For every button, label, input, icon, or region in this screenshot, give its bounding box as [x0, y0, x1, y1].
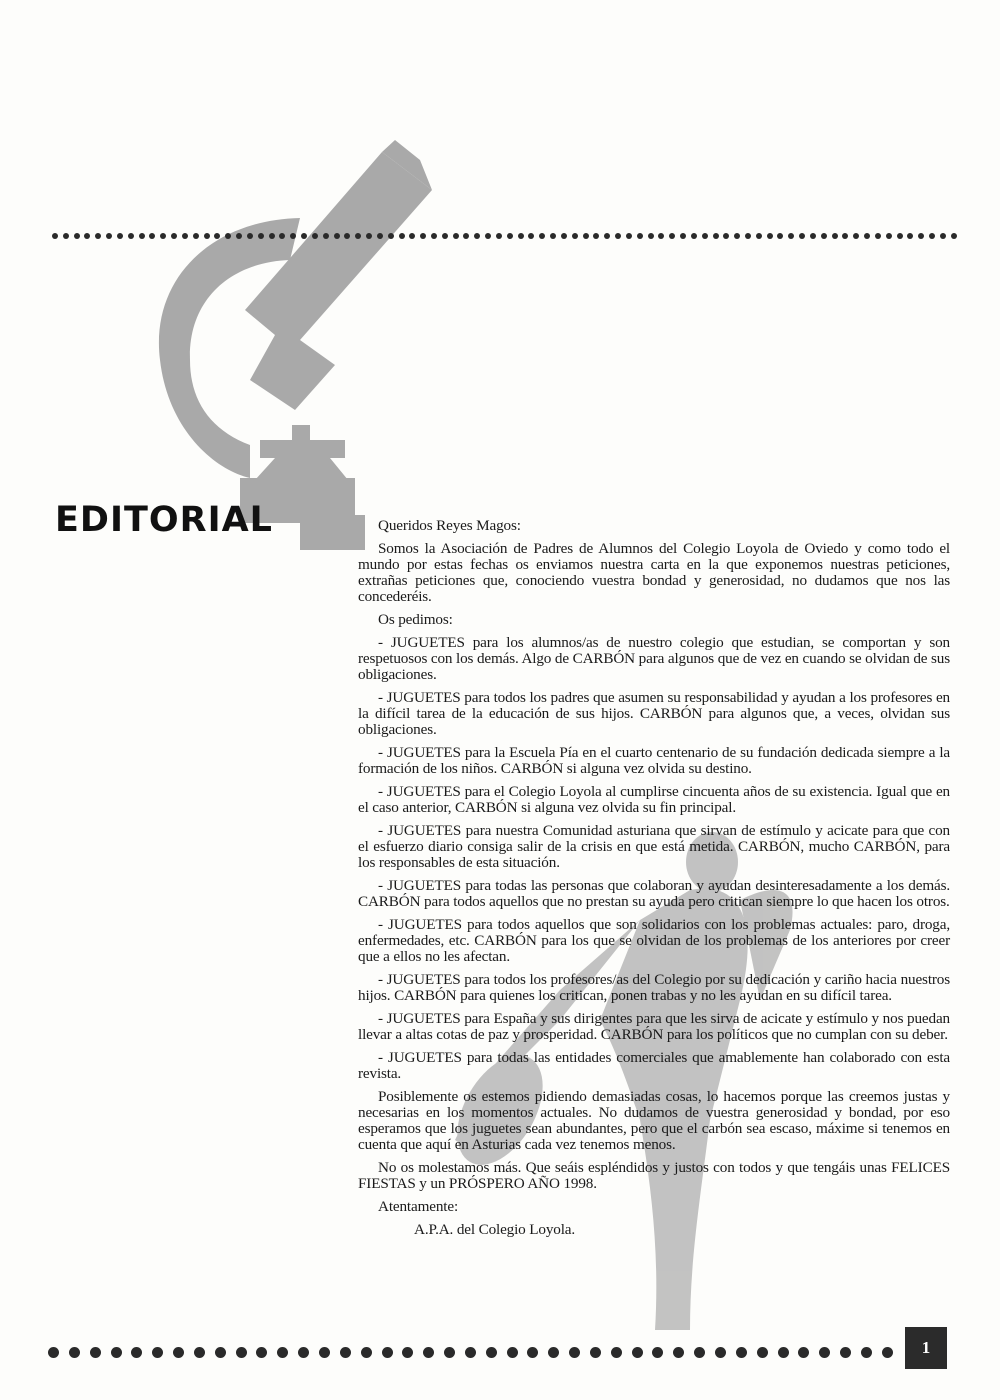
dot	[139, 233, 145, 239]
dot	[604, 233, 610, 239]
editorial-letter	[358, 518, 950, 1244]
signature: A.P.A. del Colegio Loyola.	[414, 1220, 576, 1238]
dot	[694, 1347, 705, 1358]
dot	[194, 1347, 205, 1358]
dot	[474, 233, 480, 239]
dot	[886, 233, 892, 239]
dot	[875, 233, 881, 239]
dot	[713, 233, 719, 239]
dot	[734, 233, 740, 239]
dot	[52, 233, 58, 239]
dot	[861, 1347, 872, 1358]
section-title: EDITORIAL	[55, 500, 273, 540]
dot	[171, 233, 177, 239]
dot	[215, 1347, 226, 1358]
paragraph: - JUGUETES para la Escuela Pía en el cuarto centenario de su fundación dedicada siempre a la formación de los niños. CARBÓN si alguna vez olvida su destino.	[358, 743, 950, 778]
dot	[277, 1347, 288, 1358]
dot	[74, 233, 80, 239]
dot	[745, 233, 751, 239]
dot	[340, 1347, 351, 1358]
dot	[736, 1347, 747, 1358]
dot	[539, 233, 545, 239]
dot	[152, 1347, 163, 1358]
dot	[312, 233, 318, 239]
dot	[821, 233, 827, 239]
dot	[90, 1347, 101, 1358]
dot	[527, 1347, 538, 1358]
dot	[907, 233, 913, 239]
dot	[323, 233, 329, 239]
dot	[269, 233, 275, 239]
dot	[355, 233, 361, 239]
dot	[442, 233, 448, 239]
dot	[897, 233, 903, 239]
dot	[247, 233, 253, 239]
dot	[128, 233, 134, 239]
greeting: Queridos Reyes Magos:	[378, 517, 521, 534]
dot	[648, 233, 654, 239]
paragraph: - JUGUETES para el Colegio Loyola al cumplirse cincuenta años de su existencia. Igual que en el caso anterior, CARBÓN si alguna vez olvida su fin principal.	[358, 782, 950, 817]
dot	[767, 233, 773, 239]
dot	[569, 1347, 580, 1358]
dot	[756, 233, 762, 239]
paragraph: - JUGUETES para todos aquellos que son solidarios con los problemas actuales: paro, droga, enfermedades, etc. CARBÓN para los que se olvidan de los problemas de los anteriores por creer que a ellos no les afectan.	[358, 915, 950, 966]
dot	[319, 1347, 330, 1358]
dot	[528, 233, 534, 239]
dotted-rule-top	[52, 233, 957, 239]
dot	[366, 233, 372, 239]
dot	[69, 1347, 80, 1358]
dot	[193, 233, 199, 239]
dot	[669, 233, 675, 239]
dot	[496, 233, 502, 239]
dot	[111, 1347, 122, 1358]
dot	[951, 233, 957, 239]
dot	[485, 233, 491, 239]
dot	[691, 233, 697, 239]
dot	[810, 233, 816, 239]
paragraph: - JUGUETES para nuestra Comunidad asturiana que sirvan de estímulo y acicate para que con el esfuerzo diario consiga salir de la crisis en que está metida. CARBÓN, mucho CARBÓN, para los responsables de esta situación.	[358, 821, 950, 872]
dot	[842, 233, 848, 239]
dot	[204, 233, 210, 239]
dot	[593, 233, 599, 239]
dot	[798, 1347, 809, 1358]
dot	[117, 233, 123, 239]
paragraph: - JUGUETES para todas las personas que colaboran y ayudan desinteresadamente a los demás. CARBÓN para todos aquellos que no prestan su ayuda pero critican siempre lo que hacen los otros.	[358, 876, 950, 911]
paragraph: Somos la Asociación de Padres de Alumnos del Colegio Loyola de Oviedo y como todo el mundo por estas fechas os enviamos nuestra carta en la que exponemos nuestras peticiones, extrañas peticiones que, conociendo vuestra bondad y generosidad, no dudamos que nos las concederéis.	[358, 539, 950, 606]
dot	[918, 233, 924, 239]
dot	[399, 233, 405, 239]
dot	[611, 1347, 622, 1358]
dot	[431, 233, 437, 239]
dot	[149, 233, 155, 239]
dot	[444, 1347, 455, 1358]
dot	[702, 233, 708, 239]
dot	[632, 1347, 643, 1358]
dot	[882, 1347, 893, 1358]
paragraph: Os pedimos:	[378, 611, 453, 629]
dot	[402, 1347, 413, 1358]
dot	[652, 1347, 663, 1358]
dot	[301, 233, 307, 239]
dot	[778, 1347, 789, 1358]
dot	[723, 233, 729, 239]
dot	[680, 233, 686, 239]
dot	[84, 233, 90, 239]
dot	[864, 233, 870, 239]
dot	[548, 1347, 559, 1358]
dot	[298, 1347, 309, 1358]
closing: Atentamente:	[378, 1197, 459, 1215]
dot	[290, 233, 296, 239]
dot	[673, 1347, 684, 1358]
dot	[715, 1347, 726, 1358]
dot	[377, 233, 383, 239]
dot	[518, 233, 524, 239]
dotted-rule-bottom	[48, 1347, 893, 1358]
dot	[173, 1347, 184, 1358]
dot	[131, 1347, 142, 1358]
dot	[550, 233, 556, 239]
dot	[463, 233, 469, 239]
dot	[583, 233, 589, 239]
dot	[637, 233, 643, 239]
dot	[507, 1347, 518, 1358]
dot	[819, 1347, 830, 1358]
dot	[561, 233, 567, 239]
paragraph: No os molestamos más. Que seáis espléndidos y justos con todos y que tengáis unas FELICES FIESTAS y un PRÓSPERO AÑO 1998.	[358, 1158, 950, 1193]
dot	[658, 233, 664, 239]
dot	[840, 1347, 851, 1358]
dot	[507, 233, 513, 239]
dot	[344, 233, 350, 239]
dot	[832, 233, 838, 239]
page-number: 1	[905, 1327, 947, 1369]
dot	[182, 233, 188, 239]
dot	[256, 1347, 267, 1358]
dot	[465, 1347, 476, 1358]
microscope-arm	[245, 152, 432, 410]
dot	[929, 233, 935, 239]
dot	[48, 1347, 59, 1358]
dot	[590, 1347, 601, 1358]
dot	[423, 1347, 434, 1358]
dot	[853, 233, 859, 239]
dot	[258, 233, 264, 239]
dot	[409, 233, 415, 239]
paragraph: - JUGUETES para todas las entidades comerciales que amablemente han colaborado con esta revista.	[358, 1048, 950, 1082]
dot	[388, 233, 394, 239]
dot	[572, 233, 578, 239]
dot	[626, 233, 632, 239]
dot	[799, 233, 805, 239]
paragraph: - JUGUETES para España y sus dirigentes para que les sirva de acicate y estímulo y nos puedan llevar a altas cotas de paz y prosperidad. CARBÓN para los políticos que no cumplan con su deber.	[358, 1009, 950, 1043]
dot	[214, 233, 220, 239]
paragraph: Posiblemente os estemos pidiendo demasiadas cosas, lo hacemos porque las creemos justas y necesarias en los momentos actuales. No dudamos de vuestra generosidad y bondad, por eso esperamos que los juguetes sean abundantes, pero que el carbón sea escaso, máxime si tenemos en cuenta que aquí en Asturias cada vez tenemos menos.	[358, 1087, 950, 1154]
dot	[95, 233, 101, 239]
dot	[615, 233, 621, 239]
dot	[361, 1347, 372, 1358]
dot	[236, 233, 242, 239]
dot	[486, 1347, 497, 1358]
dot	[334, 233, 340, 239]
dot	[453, 233, 459, 239]
dot	[236, 1347, 247, 1358]
dot	[420, 233, 426, 239]
dot	[106, 233, 112, 239]
dot	[225, 233, 231, 239]
dot	[788, 233, 794, 239]
dot	[382, 1347, 393, 1358]
dot	[777, 233, 783, 239]
paragraph: - JUGUETES para los alumnos/as de nuestro colegio que estudian, se comportan y son respetuosos con los demás. Algo de CARBÓN para algunos que de vez en cuando se olvidan de sus obligaciones.	[358, 633, 950, 684]
dot	[940, 233, 946, 239]
dot	[757, 1347, 768, 1358]
dot	[160, 233, 166, 239]
paragraph: - JUGUETES para todos los padres que asumen su responsabilidad y ayudan a los profesores en la difícil tarea de la educación de sus hijos. CARBÓN para algunos que, a veces, olvidan sus obligaciones.	[358, 688, 950, 739]
dot	[63, 233, 69, 239]
dot	[279, 233, 285, 239]
paragraph: - JUGUETES para todos los profesores/as del Colegio por su dedicación y cariño hacia nuestros hijos. CARBÓN para quienes los critican, ponen trabas y no les ayudan en su difícil tarea.	[358, 970, 950, 1005]
